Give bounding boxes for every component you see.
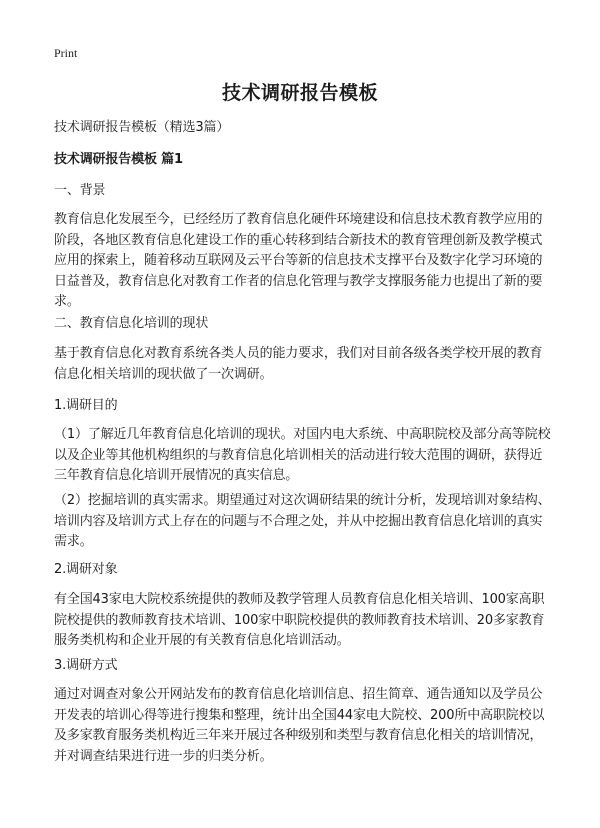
section-heading-status: 二、教育信息化培训的现状 <box>54 316 209 331</box>
paragraph-status: 基于教育信息化对教育系统各类人员的能力要求，我们对目前各级各类学校开展的教育信息化相关培训的现状做了一次调研。 <box>54 346 543 382</box>
paragraph-purpose-1: （1）了解近几年教育信息化培训的现状。对国内电大系统、中高职院校及部分高等院校以及企业等其他机构组织的与教育信息化培训相关的活动进行较大范围的调研，获得近三年教育信息化培训开展情况的真实信息。 <box>54 427 551 484</box>
paragraph-object: 有全国43家电大院校系统提供的教师及教学管理人员教育信息化相关培训、100家高职院校提供的教师教育技术培训、100家中职院校提供的教师教育技术培训、20多家教育服务类机构和企业开展的有关教育信息化培训活动。 <box>54 592 545 649</box>
part-title: 技术调研报告模板 篇1 <box>54 152 183 167</box>
paragraph-method: 通过对调查对象公开网站发布的教育信息化培训信息、招生简章、通告通知以及学员公开发表的培训心得等进行搜集和整理，统计出全国44家电大院校、200所中高职院校以及多家教育服务类机构近三年来开展过各种级别和类型与教育信息化相关的培训情况，并对调查结果进行进一步的归类分析。 <box>54 687 545 764</box>
paragraph-background: 教育信息化发展至今，已经经历了教育信息化硬件环境建设和信息技术教育教学应用的阶段，各地区教育信息化建设工作的重心转移到结合新技术的教育管理创新及教学模式应用的探索上，随着移动互联网及云平台等新的信息技术支撑平台及数字化学习环境的日益普及，教育信息化对教育工作者的信息化管理与教学支撑服务能力也提出了新的要求。 <box>54 212 543 310</box>
subsection-heading-method: 3.调研方式 <box>54 658 118 673</box>
subsection-heading-object: 2.调研对象 <box>54 562 118 577</box>
print-label: Print <box>54 46 78 60</box>
subsection-heading-purpose: 1.调研目的 <box>54 398 118 413</box>
document-title: 技术调研报告模板 <box>221 82 378 104</box>
section-heading-background: 一、背景 <box>54 183 106 198</box>
paragraph-purpose-2: （2）挖掘培训的真实需求。期望通过对这次调研结果的统计分析，发现培训对象结构、培训内容及培训方式上存在的问题与不合理之处，并从中挖掘出教育信息化培训的真实需求。 <box>54 493 551 550</box>
document-subtitle: 技术调研报告模板（精选3篇） <box>54 120 230 135</box>
